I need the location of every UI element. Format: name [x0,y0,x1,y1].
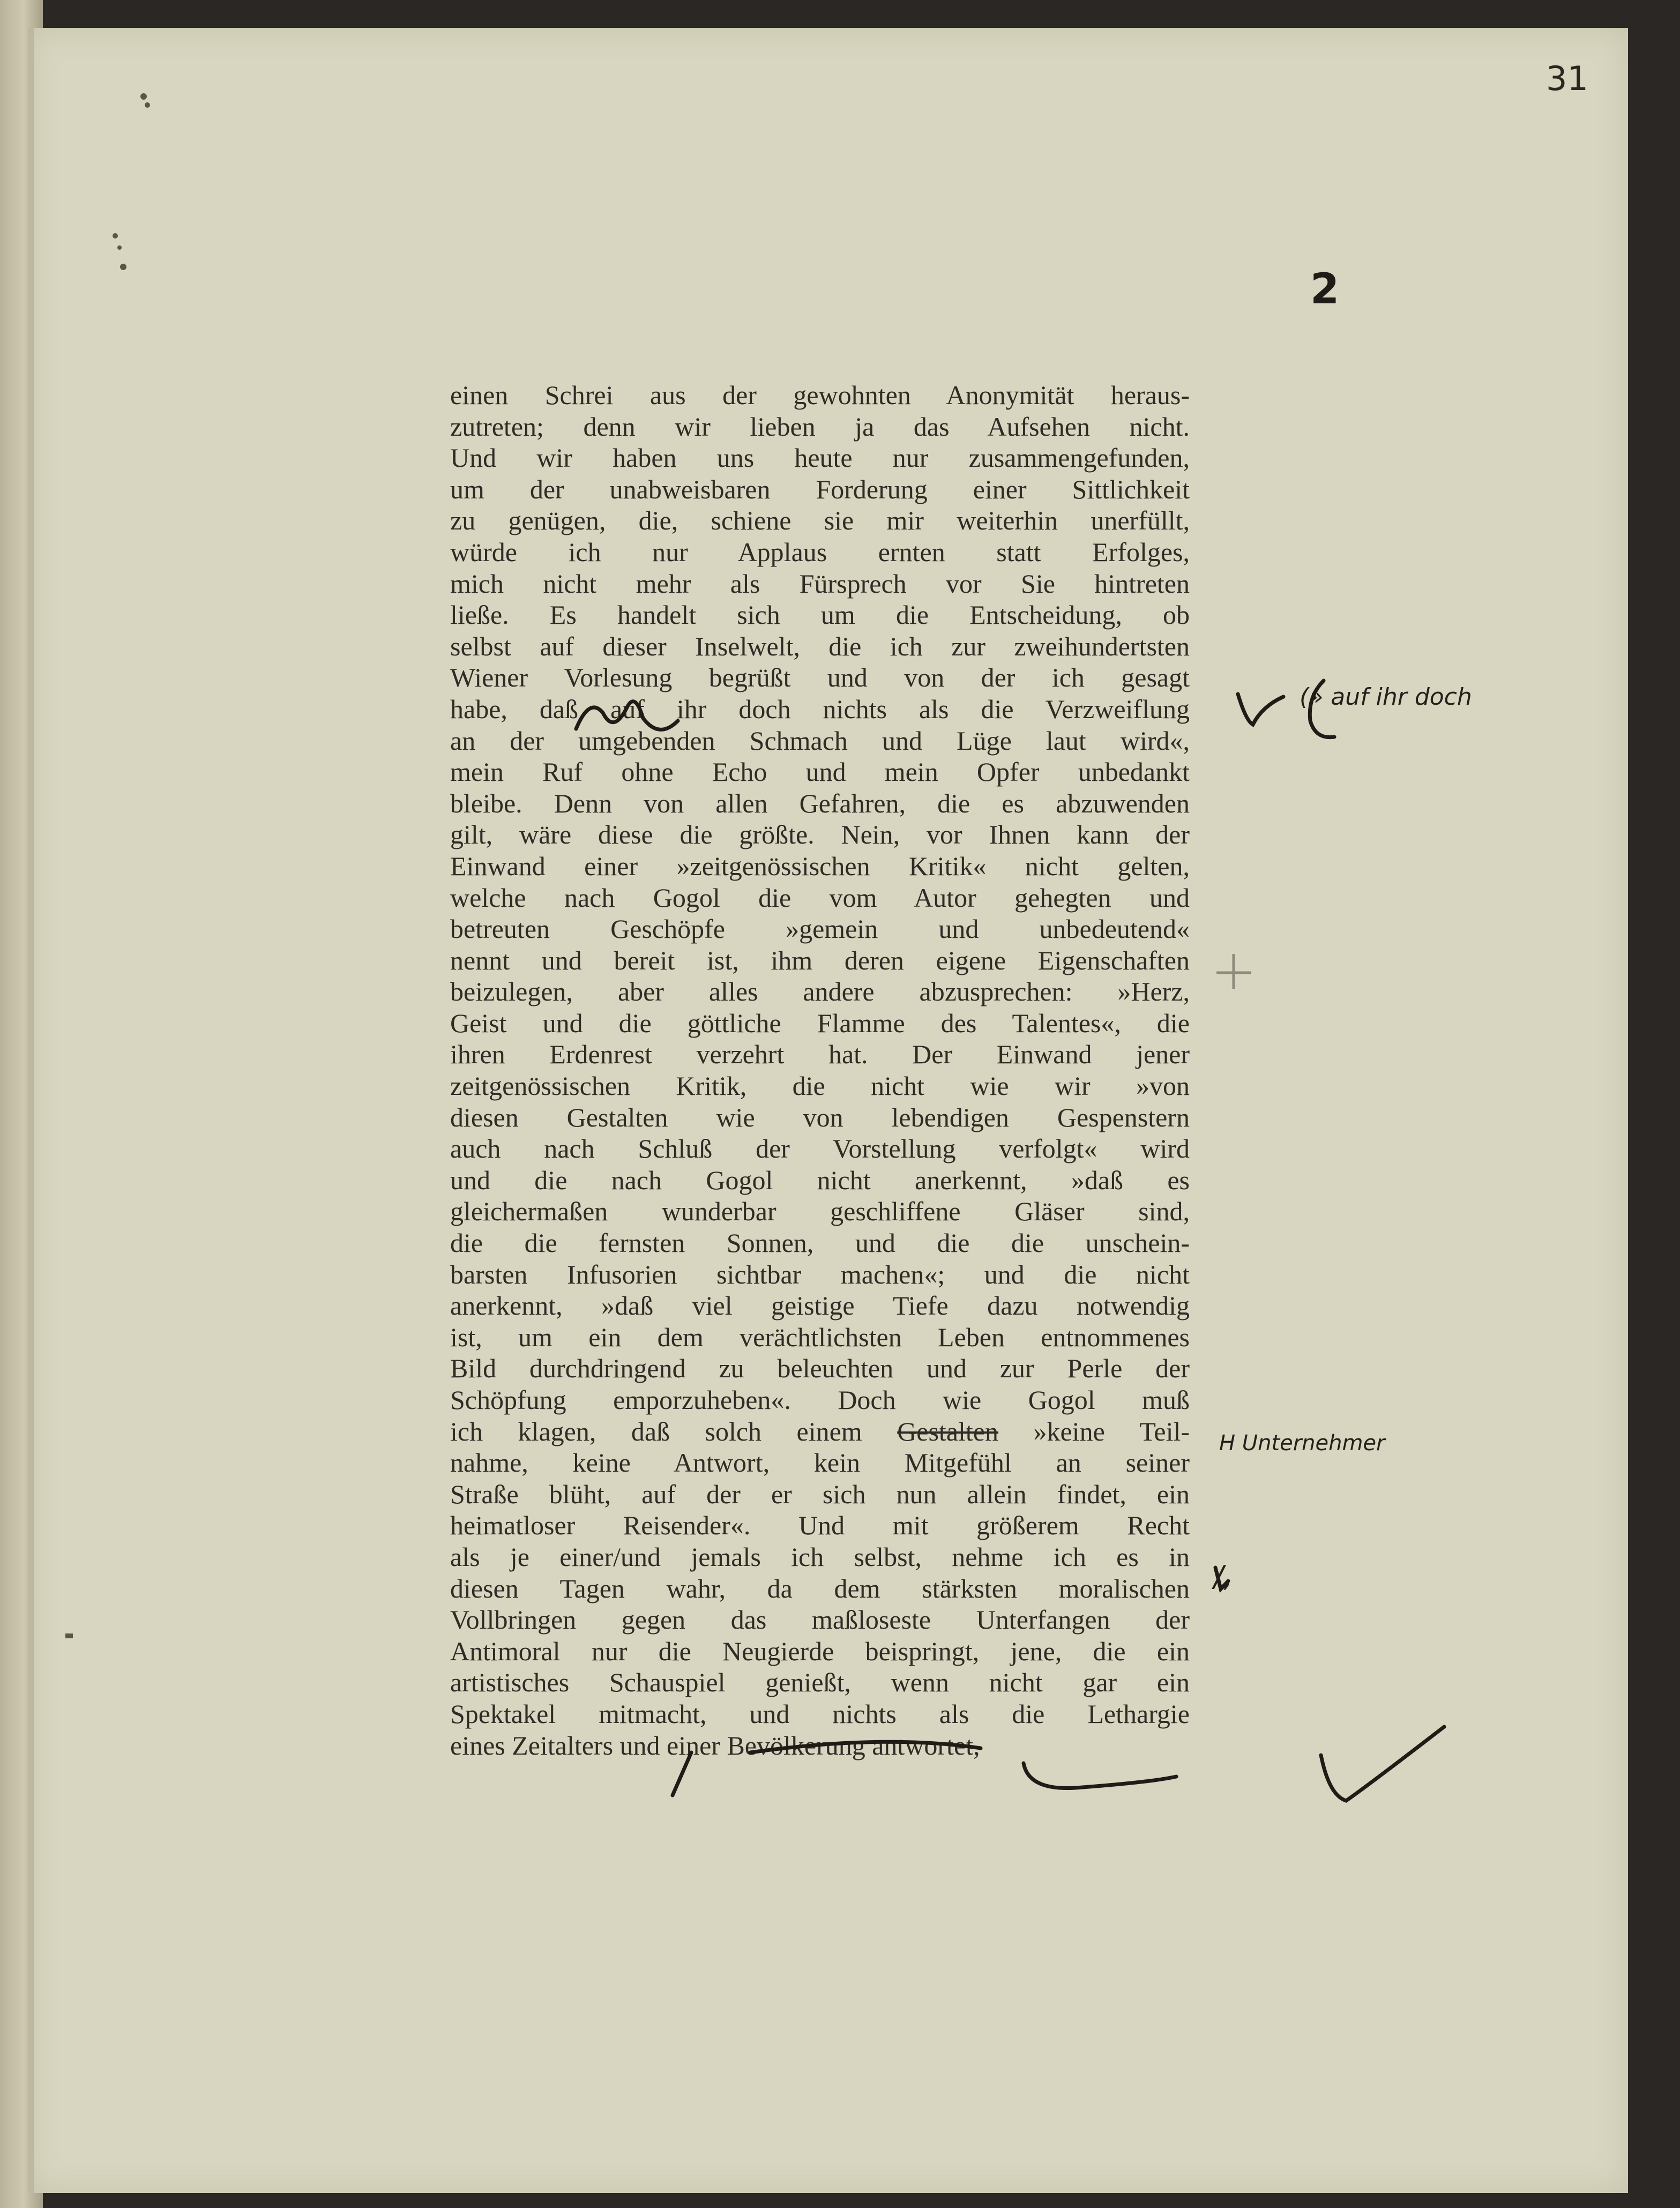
text-line: Spektakel mitmacht, und nichts als die Lethargie [450,1698,1190,1729]
proof-mark-v2 [1321,1727,1444,1801]
struck-word: Gestalten [897,1416,998,1446]
text-line: bleibe. Denn von allen Gefahren, die es abzuwenden [450,788,1190,818]
text-line: Antimoral nur die Neugierde beispringt, jene, die ein [450,1636,1190,1666]
page-number: 31 [1546,59,1588,98]
text-line: einen Schrei aus der gewohnten Anonymität heraus- [450,380,1190,410]
text-line: zutreten; denn wir lieben ja das Aufsehen nicht. [450,411,1190,442]
text-line-start: ich klagen, daß solch einem [450,1416,862,1446]
text-line: würde ich nur Applaus ernten statt Erfolges, [450,536,1190,567]
text-line: barsten Infusorien sichtbar machen«; und die nicht [450,1259,1190,1289]
text-line: Bild durchdringend zu beleuchten und zur Perle der [450,1353,1190,1384]
text-line: eines Zeitalters und einer Bevölkerung antwortet, [450,1730,980,1761]
text-line: nahme, keine Antwort, kein Mitgefühl an seiner [450,1448,1190,1478]
text-line: und die nach Gogol nicht anerkennt, »daß es [450,1165,1190,1195]
text-line: diesen Tagen wahr, da dem stärksten moralischen [450,1573,1190,1603]
antwortet-loop [1024,1763,1176,1788]
text-line: Wiener Vorlesung begrüßt und von der ich gesagt [450,662,1190,693]
text-line: selbst auf dieser Inselwelt, die ich zur zweihundertsten [450,631,1190,661]
und-slash [673,1752,691,1795]
text-line: ihren Erdenrest verzehrt hat. Der Einwand jener [450,1039,1190,1070]
margin-note-insertion: (» auf ihr doch [1300,683,1472,711]
text-line: gleichermaßen wunderbar geschliffene Gläser sind, [450,1196,1190,1227]
insertion-bracket [1310,681,1334,737]
proof-mark-v1 [1238,694,1283,725]
text-line: als je einer/und jemals ich selbst, nehme ich es in [450,1541,1190,1572]
text-line: mich nicht mehr als Fürsprech vor Sie hintreten [450,568,1190,599]
text-line: gilt, wäre diese die größte. Nein, vor Ihnen kann der [450,819,1190,850]
text-line: Geist und die göttliche Flamme des Talentes«, die [450,1008,1190,1038]
faint-plus-mark [1216,954,1251,989]
text-line: Und wir haben uns heute nur zusammengefunden, [450,443,1190,473]
text-line: mein Ruf ohne Echo und mein Opfer unbedankt [450,757,1190,787]
text-line: Vollbringen gegen das maßloseste Unterfangen der [450,1605,1190,1635]
underline-curve [750,1742,981,1752]
text-line: Schöpfung emporzuheben«. Doch wie Gogol muß [450,1385,1190,1415]
text-line: anerkennt, »daß viel geistige Tiefe dazu notwendig [450,1291,1190,1321]
text-line: artistisches Schauspiel genießt, wenn nicht gar ein [450,1667,1190,1698]
text-line: beizulegen, aber alles andere abzusprechen: »Herz, [450,976,1190,1007]
margin-note-comma: /, [1214,1560,1233,1593]
text-line: auch nach Schluß der Vorstellung verfolgt« wird [450,1133,1190,1164]
text-line-end: »keine Teil- [1033,1416,1190,1446]
text-line: heimatloser Reisender«. Und mit größerem Recht [450,1510,1190,1541]
text-line: Straße blüht, auf der er sich nun allein findet, ein [450,1479,1190,1509]
insertion-squiggle [576,702,678,730]
text-line: an der umgebenden Schmach und Lüge laut wird«, [450,725,1190,756]
text-line: Einwand einer »zeitgenössischen Kritik« nicht gelten, [450,851,1190,881]
pencil-mark: 2 [1310,265,1340,314]
text-line: ließe. Es handelt sich um die Entscheidung, ob [450,600,1190,630]
text-line: die die fernsten Sonnen, und die die unschein- [450,1228,1190,1258]
text-line: diesen Gestalten wie von lebendigen Gespenstern [450,1102,1190,1132]
text-line: welche nach Gogol die vom Autor gehegten und [450,882,1190,913]
text-line: zeitgenössischen Kritik, die nicht wie wir »von [450,1071,1190,1101]
text-line: zu genügen, die, schiene sie mir weiterhin unerfüllt, [450,505,1190,536]
margin-note-replacement: H Unternehmer [1219,1431,1385,1456]
text-line: nennt und bereit ist, ihm deren eigene Eigenschaften [450,945,1190,975]
text-line: um der unabweisbaren Forderung einer Sittlichkeit [450,474,1190,504]
text-line: betreuten Geschöpfe »gemein und unbedeutend« [450,914,1190,944]
text-line: habe, daß auf ihr doch nichts als die Verzweiflung [450,693,1190,724]
text-line: ist, um ein dem verächtlichsten Leben entnommenes [450,1322,1190,1352]
